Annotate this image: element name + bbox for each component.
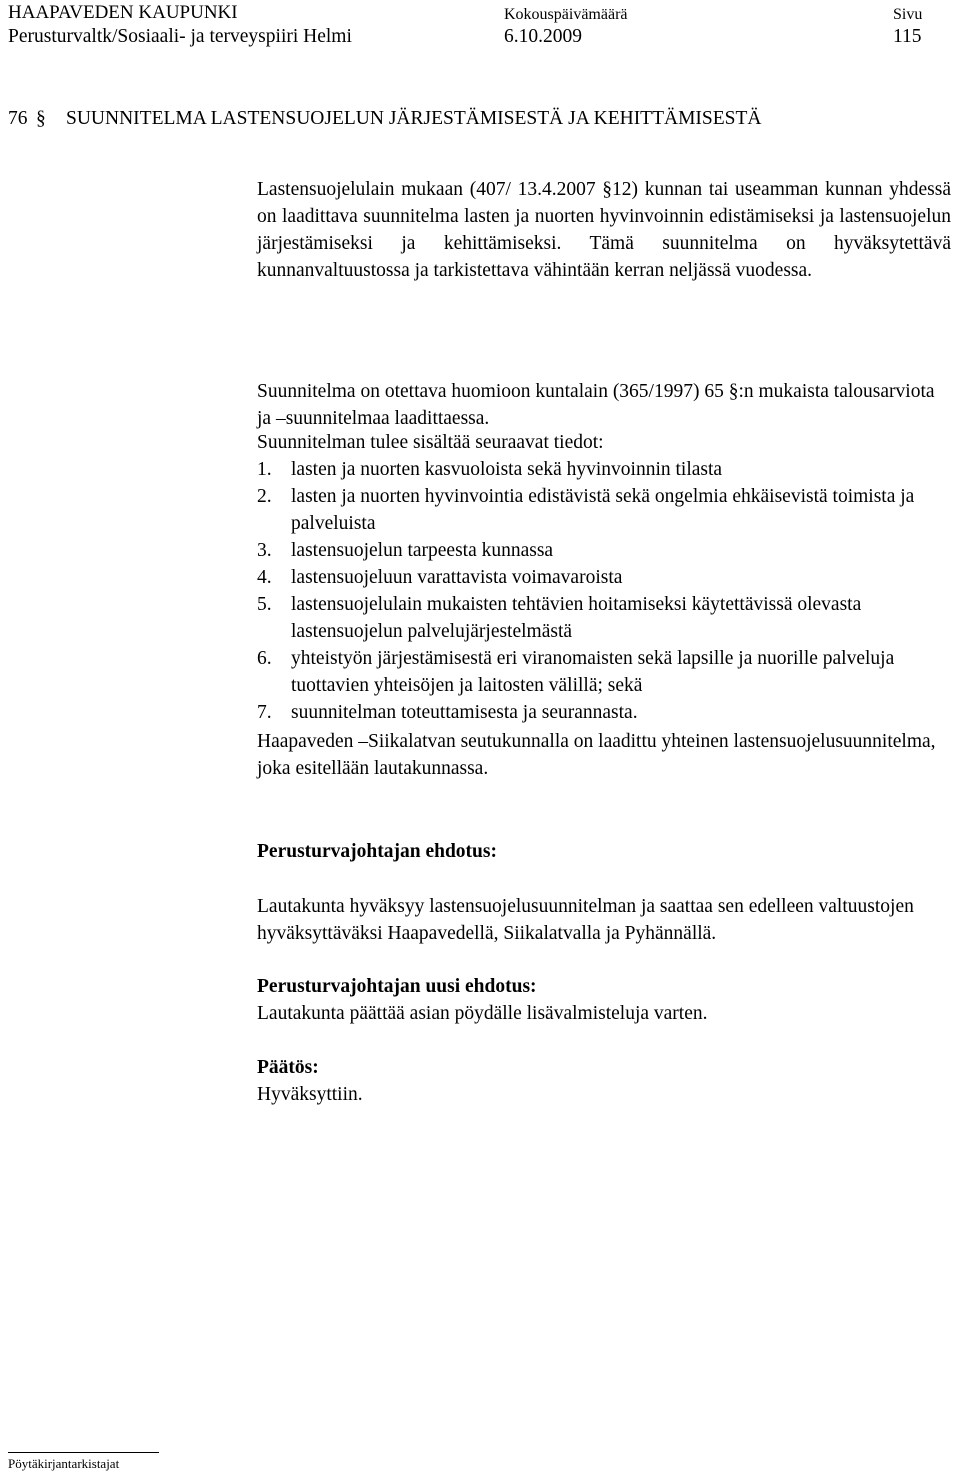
list-item-number: 3. [257,540,272,561]
list-intro: Suunnitelman tulee sisältää seuraavat tiedot: [257,432,604,453]
list-item-number: 4. [257,567,272,588]
list-item-text: suunnitelman toteuttamisesta ja seurannasta. [291,702,638,723]
list-item-text: lasten ja nuorten kasvuoloista sekä hyvinvoinnin tilasta [291,459,723,480]
contents-section [257,429,951,726]
item-title-text: SUUNNITELMA LASTENSUOJELUN JÄRJESTÄMISESTÄ JA KEHITTÄMISESTÄ [66,108,762,129]
list-item [257,537,951,564]
list-item [257,699,951,726]
page-label: Sivu [893,6,923,23]
signature-line [8,1452,159,1453]
decision-heading: Päätös: [257,1057,319,1078]
new-proposal-heading: Perusturvajohtajan uusi ehdotus: [257,976,537,997]
list-item-text: lastensuojelulain mukaisten tehtävien hoitamiseksi käytettävissä olevasta lastensuojelun palvelujärjestelmästä [291,594,862,642]
list-item-number: 2. [257,486,272,507]
meeting-date: 6.10.2009 [504,26,582,47]
list-item-text: lastensuojelun tarpeesta kunnassa [291,540,554,561]
decision-text: Hyväksyttiin. [257,1084,363,1105]
section-sign: § [36,108,46,129]
paragraph-budget-note: Suunnitelma on otettava huomioon kuntalain (365/1997) 65 §:n mukaista talousarviota ja –suunnitelmaa laadittaessa. [257,381,935,429]
page-number: 115 [893,26,922,47]
proposal-heading: Perusturvajohtajan ehdotus: [257,841,497,862]
meeting-date-label: Kokouspäivämäärä [504,6,628,23]
list-item-number: 5. [257,594,272,615]
paragraph-law-reference: Lastensuojelulain mukaan (407/ 13.4.2007 §12) kunnan tai useamman kunnan yhdessä on laadittava suunnitelma lasten ja nuorten hyvinvoinnin edistämiseksi ja lastensuojelun järjestämiseksi ja kehittämiseksi. Tämä suunnitelma on hyväksytettävä kunnanvaltuustossa ja tarkistettava vähintään kerran neljässä vuodessa. [257,179,951,281]
new-proposal-text: Lautakunta päättää asian pöydälle lisävalmisteluja varten. [257,1003,708,1024]
organization-name: HAAPAVEDEN KAUPUNKI [8,2,238,23]
list-item-text: lasten ja nuorten hyvinvointia edistävistä sekä ongelmia ehkäisevistä toimista ja palveluista [291,486,915,534]
list-item [257,645,951,699]
list-item [257,591,951,645]
list-item-text: lastensuojeluun varattavista voimavaroista [291,567,623,588]
list-item-number: 7. [257,702,272,723]
list-item [257,564,951,591]
paragraph-regional-plan: Haapaveden –Siikalatvan seutukunnalla on laadittu yhteinen lastensuojelusuunnitelma, joka esitellään lautakunnassa. [257,731,936,779]
proposal-text: Lautakunta hyväksyy lastensuojelusuunnitelman ja saattaa sen edelleen valtuustojen hyväksyttäväksi Haapavedellä, Siikalatvalla ja Pyhännällä. [257,896,914,944]
list-item-text: yhteistyön järjestämisestä eri viranomaisten sekä lapsille ja nuorille palveluja tuottavien yhteisöjen ja laitosten välillä; sekä [291,648,895,696]
footer-label: Pöytäkirjantarkistajat [8,1456,120,1471]
item-number: 76 [8,108,28,129]
department-name: Perusturvaltk/Sosiaali- ja terveyspiiri Helmi [8,26,352,47]
list-item [257,456,951,483]
item-title [8,108,762,130]
list-item-number: 1. [257,459,272,480]
contents-list [257,456,951,726]
list-item [257,483,951,537]
list-item-number: 6. [257,648,272,669]
